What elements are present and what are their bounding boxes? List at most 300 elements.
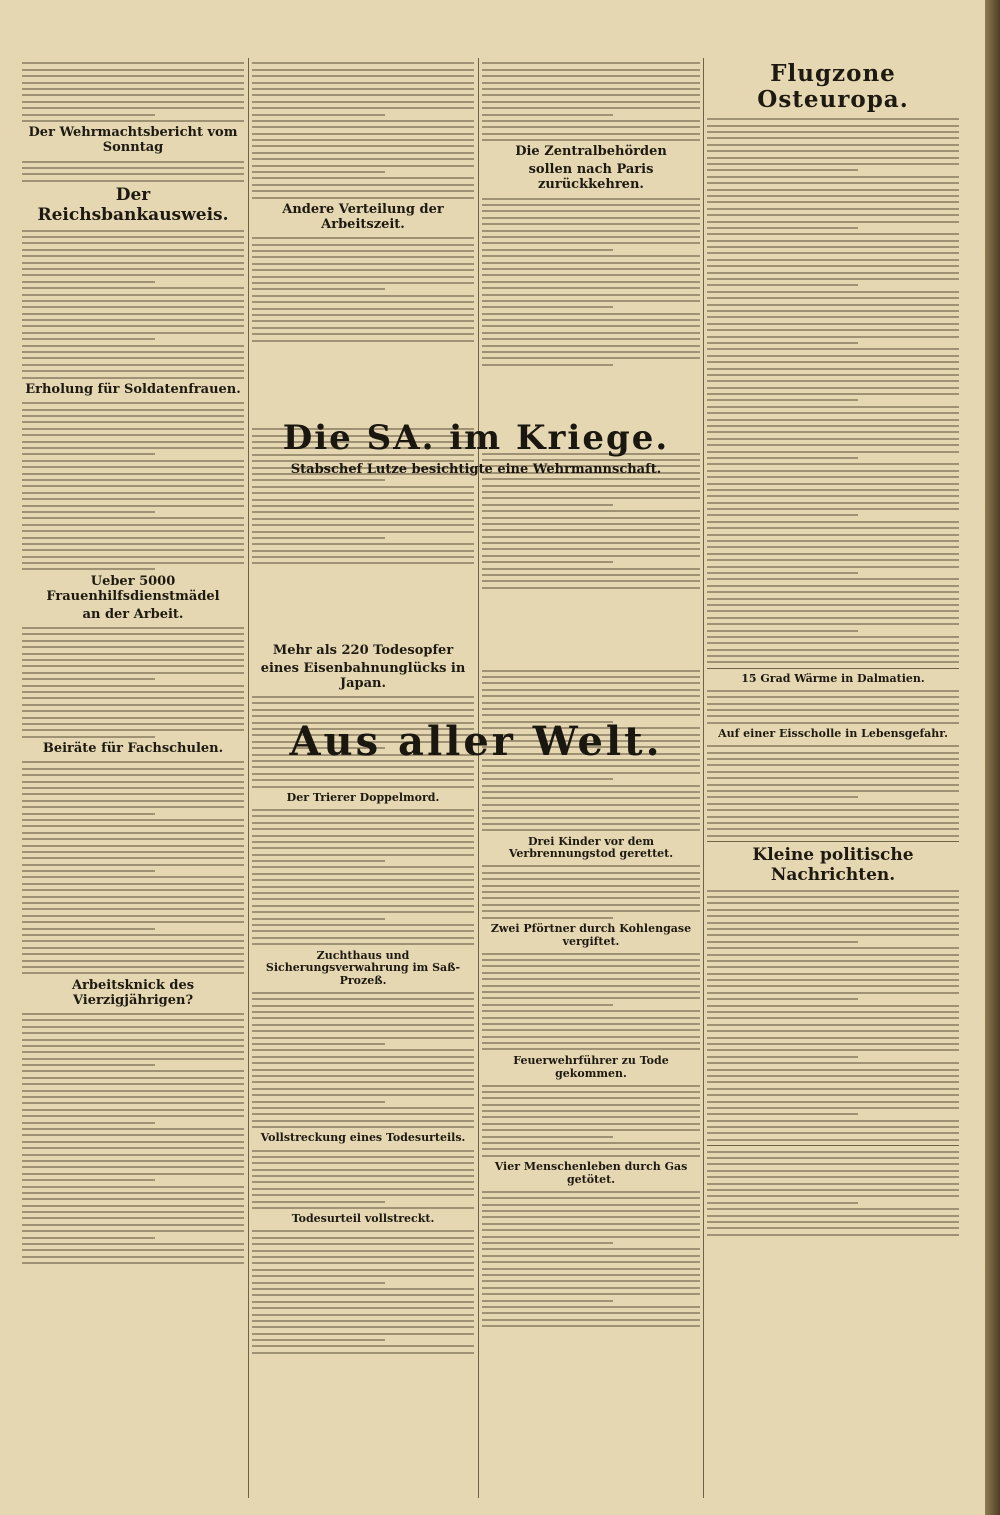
text-line <box>252 1269 474 1271</box>
text-line <box>482 917 613 919</box>
text-line <box>482 517 700 519</box>
text-line <box>707 1221 959 1223</box>
text-line <box>707 752 959 754</box>
text-line <box>22 1032 244 1034</box>
text-line <box>22 114 155 116</box>
text-line <box>707 758 959 760</box>
divider <box>707 1145 959 1146</box>
text-line <box>252 1056 474 1058</box>
text-line <box>252 1069 474 1071</box>
text-line <box>22 659 244 661</box>
text-line <box>252 295 474 297</box>
text-line <box>707 502 959 504</box>
text-line <box>482 1236 700 1238</box>
text-line <box>707 438 959 440</box>
text-line <box>707 393 959 395</box>
text-line <box>707 591 959 593</box>
text-line <box>482 714 700 716</box>
text-line <box>707 406 959 408</box>
text-line <box>252 786 474 788</box>
text-line <box>707 784 959 786</box>
text-line <box>482 287 700 289</box>
text-line <box>482 972 700 974</box>
text-line <box>707 661 959 663</box>
text-line <box>22 1205 244 1207</box>
text-line <box>482 306 613 308</box>
pfoertner-headline: Zwei Pförtner durch Kohlengase vergiftet. <box>490 921 692 948</box>
text-line <box>707 214 959 216</box>
text-line <box>22 556 244 558</box>
column-2 <box>252 58 474 1498</box>
text-line <box>22 851 244 853</box>
column-1 <box>22 58 244 1498</box>
text-line <box>22 364 244 366</box>
text-line <box>252 320 474 322</box>
text-line <box>707 604 959 606</box>
page-edge <box>985 0 1000 1515</box>
text-line <box>252 263 474 265</box>
text-line <box>252 766 474 768</box>
text-line <box>707 259 959 261</box>
text-line <box>22 889 244 891</box>
text-line <box>22 934 244 936</box>
text-line <box>707 323 959 325</box>
text-line <box>22 460 244 462</box>
text-line <box>482 829 700 831</box>
text-line <box>252 1326 474 1328</box>
text-line <box>22 1237 155 1239</box>
text-line <box>482 695 700 697</box>
text-line <box>707 745 959 747</box>
text-line <box>707 1234 959 1236</box>
text-line <box>482 555 700 557</box>
text-line <box>252 1333 474 1335</box>
text-line <box>252 709 474 711</box>
text-line <box>482 804 700 806</box>
text-line <box>22 947 244 949</box>
text-line <box>22 167 244 169</box>
text-line <box>707 1030 959 1032</box>
text-line <box>707 973 959 975</box>
zentralbehoerden-headline: Die Zentralbehörden <box>515 144 667 160</box>
text-line <box>707 546 959 548</box>
text-line <box>707 890 959 892</box>
text-line <box>707 1024 959 1026</box>
text-line <box>252 930 474 932</box>
text-line <box>707 233 959 235</box>
text-line <box>707 764 959 766</box>
text-line <box>707 998 858 1000</box>
text-line <box>482 568 700 570</box>
text-line <box>252 301 474 303</box>
text-line <box>22 543 244 545</box>
text-line <box>707 425 959 427</box>
text-line <box>707 1113 858 1115</box>
text-line <box>252 992 474 994</box>
text-line <box>482 497 700 499</box>
text-line <box>22 94 244 96</box>
text-line <box>707 909 959 911</box>
text-line <box>707 348 959 350</box>
text-line <box>482 823 700 825</box>
text-line <box>482 94 700 96</box>
spacer <box>252 569 474 641</box>
text-line <box>707 355 959 357</box>
text-line <box>482 300 700 302</box>
text-line <box>482 542 700 544</box>
text-line <box>482 1091 700 1093</box>
text-line <box>482 1312 700 1314</box>
text-line <box>707 399 858 401</box>
text-line <box>482 574 700 576</box>
text-line <box>252 1262 474 1264</box>
text-line <box>22 428 244 430</box>
text-line <box>482 126 700 128</box>
text-line <box>482 249 613 251</box>
text-line <box>252 1194 474 1196</box>
text-line <box>252 1237 474 1239</box>
text-line <box>482 1287 700 1289</box>
aus-aller-welt-headline: Aus aller Welt. <box>289 718 663 765</box>
text-line <box>22 653 244 655</box>
text-line <box>252 101 474 103</box>
text-line <box>252 1282 385 1284</box>
text-line <box>252 1352 474 1354</box>
text-line <box>707 809 959 811</box>
text-line <box>252 696 474 698</box>
text-line <box>707 495 959 497</box>
text-line <box>252 1256 474 1258</box>
text-line <box>482 491 700 493</box>
text-line <box>482 101 700 103</box>
text-line <box>22 505 244 507</box>
text-line <box>707 703 959 705</box>
text-line <box>482 765 700 767</box>
text-line <box>252 75 474 77</box>
text-line <box>22 940 244 942</box>
text-line <box>22 633 244 635</box>
text-line <box>707 451 959 453</box>
text-line <box>707 1189 959 1191</box>
text-line <box>252 1005 474 1007</box>
text-line <box>22 242 244 244</box>
text-line <box>252 486 474 488</box>
text-line <box>707 163 959 165</box>
text-line <box>22 921 244 923</box>
text-line <box>22 685 244 687</box>
text-line <box>482 210 700 212</box>
text-line <box>482 1010 700 1012</box>
text-line <box>252 511 474 513</box>
text-line <box>252 860 385 862</box>
text-line <box>707 189 959 191</box>
text-line <box>482 198 700 200</box>
text-line <box>482 580 700 582</box>
text-line <box>22 1064 155 1066</box>
text-line <box>707 835 959 837</box>
text-line <box>22 1115 244 1117</box>
text-line <box>22 1198 244 1200</box>
text-line <box>482 904 700 906</box>
text-line <box>707 1062 959 1064</box>
text-line <box>482 1255 700 1257</box>
text-line <box>707 297 959 299</box>
text-line <box>22 338 155 340</box>
text-line <box>707 816 959 818</box>
text-line <box>252 841 474 843</box>
text-line <box>482 878 700 880</box>
text-line <box>22 883 244 885</box>
text-line <box>707 374 959 376</box>
text-line <box>252 1230 474 1232</box>
text-line <box>252 828 474 830</box>
text-line <box>482 1129 700 1131</box>
verteilung-headline: Andere Verteilung der Arbeitszeit. <box>282 201 444 232</box>
text-line <box>707 559 959 561</box>
text-line <box>707 896 959 898</box>
text-line <box>482 548 700 550</box>
text-line <box>22 710 244 712</box>
text-line <box>482 338 700 340</box>
text-line <box>482 364 613 366</box>
text-line <box>252 779 474 781</box>
menschenleben-headline: Vier Menschenleben durch Gas getötet. <box>494 1160 688 1186</box>
text-line <box>252 1320 474 1322</box>
text-line <box>22 1026 244 1028</box>
text-line <box>482 1210 700 1212</box>
text-line <box>252 184 474 186</box>
text-line <box>22 1090 244 1092</box>
doppelmord-headline: Der Trierer Doppelmord. <box>286 790 440 804</box>
text-line <box>252 1188 474 1190</box>
waerme-headline: 15 Grad Wärme in Dalmatien. <box>741 671 925 685</box>
text-line <box>482 1104 700 1106</box>
text-line <box>252 822 474 824</box>
text-line <box>22 325 244 327</box>
text-line <box>707 1011 959 1013</box>
text-line <box>482 1306 700 1308</box>
text-line <box>482 1280 700 1282</box>
text-line <box>252 1314 474 1316</box>
text-line <box>707 476 959 478</box>
text-line <box>22 960 244 962</box>
text-line <box>482 997 700 999</box>
text-line <box>252 1043 385 1045</box>
text-line <box>707 630 858 632</box>
text-line <box>482 1191 700 1193</box>
text-line <box>252 1201 385 1203</box>
text-line <box>252 197 474 199</box>
text-line <box>252 1062 474 1064</box>
column-3 <box>482 58 700 1498</box>
arbeitsknick-headline: Arbeitsknick des Vierzigjährigen? <box>71 977 195 1008</box>
text-line <box>707 709 959 711</box>
text-line <box>482 778 613 780</box>
text-line <box>482 319 700 321</box>
text-line <box>707 617 959 619</box>
text-line <box>252 288 385 290</box>
text-line <box>707 336 959 338</box>
text-line <box>707 1139 959 1141</box>
text-line <box>482 676 700 678</box>
text-line <box>707 623 959 625</box>
text-line <box>252 1113 474 1115</box>
text-line <box>482 268 700 270</box>
text-line <box>22 761 244 763</box>
text-line <box>252 1250 474 1252</box>
text-line <box>22 498 244 500</box>
text-line <box>252 550 474 552</box>
text-line <box>22 82 244 84</box>
text-line <box>707 221 959 223</box>
text-line <box>707 1157 959 1159</box>
text-line <box>707 655 959 657</box>
column-rule <box>248 58 249 1498</box>
text-line <box>22 1019 244 1021</box>
text-line <box>707 182 959 184</box>
text-line <box>482 985 700 987</box>
text-line <box>482 274 700 276</box>
frauenhilfsdienst-headline: Ueber 5000 Frauenhilfsdienstmädel <box>46 573 220 604</box>
text-line <box>482 313 700 315</box>
text-line <box>252 1120 474 1122</box>
text-line <box>707 131 959 133</box>
text-line <box>482 810 700 812</box>
text-line <box>707 954 959 956</box>
text-line <box>252 314 474 316</box>
text-line <box>252 905 474 907</box>
text-line <box>252 1030 474 1032</box>
text-line <box>707 380 959 382</box>
text-line <box>22 813 155 815</box>
text-line <box>482 1293 700 1295</box>
text-line <box>707 176 959 178</box>
text-line <box>252 773 474 775</box>
kleine-headline: Kleine politische Nachrichten. <box>752 845 914 885</box>
text-line <box>707 966 959 968</box>
text-line <box>482 1136 613 1138</box>
text-line <box>707 125 959 127</box>
todesopfer-headline: Mehr als 220 Todesopfer <box>272 642 454 658</box>
text-line <box>482 708 700 710</box>
text-line <box>482 1216 700 1218</box>
text-line <box>22 319 244 321</box>
text-line <box>252 815 474 817</box>
text-line <box>22 1039 244 1041</box>
text-line <box>482 1248 700 1250</box>
text-line <box>707 508 959 510</box>
text-line <box>707 387 959 389</box>
text-line <box>482 75 700 77</box>
text-line <box>22 351 244 353</box>
text-line <box>707 822 959 824</box>
text-line <box>707 201 959 203</box>
text-line <box>22 1179 155 1181</box>
text-line <box>252 873 474 875</box>
text-line <box>22 281 155 283</box>
text-line <box>22 230 244 232</box>
text-line <box>482 817 700 819</box>
text-line <box>22 249 244 251</box>
text-line <box>482 236 700 238</box>
text-line <box>707 941 858 943</box>
text-line <box>252 943 474 945</box>
todesurteil-headline-2: Todesurteil vollstreckt. <box>291 1212 435 1226</box>
text-line <box>707 1081 959 1083</box>
text-line <box>252 82 474 84</box>
text-line <box>707 361 959 363</box>
text-line <box>22 287 244 289</box>
beiraete-headline: Beiräte für Fachschulen. <box>42 741 224 757</box>
text-line <box>707 928 959 930</box>
text-line <box>482 791 700 793</box>
text-line <box>707 240 959 242</box>
text-line <box>252 1037 474 1039</box>
text-line <box>707 649 959 651</box>
text-line <box>22 800 244 802</box>
text-line <box>707 1037 959 1039</box>
text-line <box>22 1013 244 1015</box>
text-line <box>252 1094 474 1096</box>
text-line <box>707 553 959 555</box>
text-line <box>252 126 474 128</box>
text-line <box>252 499 474 501</box>
text-line <box>252 505 474 507</box>
sa-kriege-subheadline: Stabschef Lutze besichtigte eine Wehrmannschaft. <box>290 462 662 477</box>
text-line <box>707 922 959 924</box>
text-line <box>22 1058 244 1060</box>
text-line <box>707 278 959 280</box>
text-line <box>22 345 244 347</box>
text-line <box>252 918 385 920</box>
text-line <box>482 1319 700 1321</box>
todesopfer-headline-2: eines Eisenbahnunglücks in Japan. <box>260 660 466 691</box>
text-line <box>707 444 959 446</box>
text-line <box>252 898 474 900</box>
text-line <box>252 937 474 939</box>
text-line <box>252 1169 474 1171</box>
text-line <box>482 223 700 225</box>
text-line <box>252 556 474 558</box>
text-line <box>482 885 700 887</box>
text-line <box>252 282 474 284</box>
text-line <box>482 510 700 512</box>
text-line <box>707 1195 959 1197</box>
text-line <box>707 992 959 994</box>
text-line <box>482 1325 700 1327</box>
text-line <box>252 177 474 179</box>
text-line <box>707 1215 959 1217</box>
text-line <box>22 870 155 872</box>
text-line <box>22 1070 244 1072</box>
text-line <box>22 101 244 103</box>
text-line <box>707 715 959 717</box>
text-line <box>707 521 959 523</box>
text-line <box>22 75 244 77</box>
text-line <box>482 325 700 327</box>
text-line <box>252 911 474 913</box>
text-line <box>482 978 700 980</box>
text-line <box>22 409 244 411</box>
text-line <box>707 1227 959 1229</box>
text-line <box>707 1176 959 1178</box>
text-line <box>22 832 244 834</box>
text-line <box>22 1262 244 1264</box>
text-line <box>482 1029 700 1031</box>
frauenhilfsdienst-headline-2: an der Arbeit. <box>82 606 184 622</box>
text-line <box>252 158 474 160</box>
text-line <box>22 793 244 795</box>
